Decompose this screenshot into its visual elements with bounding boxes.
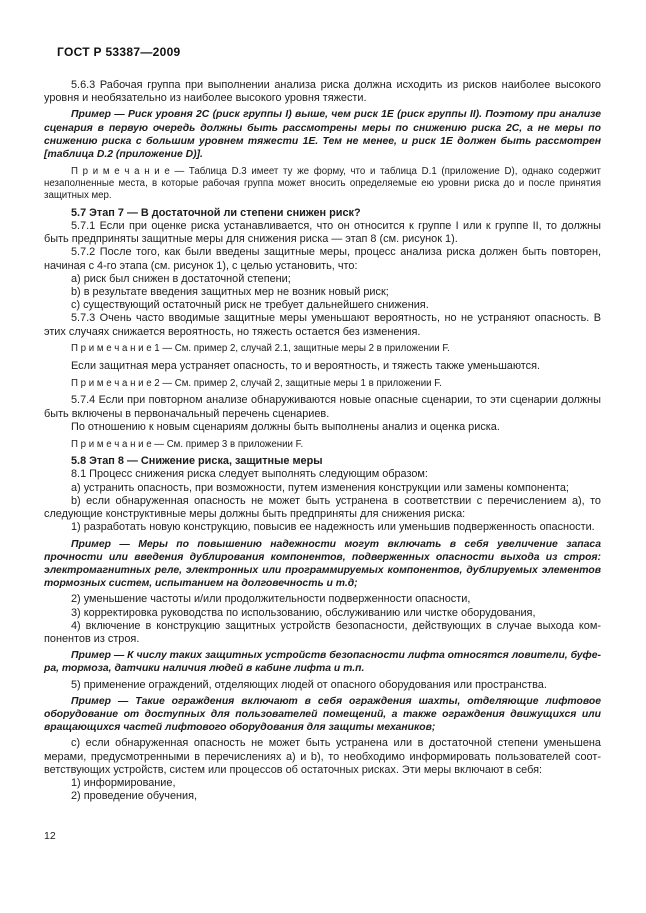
note-table-d3: П р и м е ч а н и е — Таблица D.3 имеет ту же форму, что и таблица D.1 (приложение D), однако содержит незаполненные места, в которые рабочая группа может вносить определяемые ею уровни риска до и после принятия защитных мер. (44, 165, 601, 202)
list-item-c-inform-users: c) если обнаруженная опасность не может быть устранена или в достаточной степени уменьшена мерами, предусмотренными в перечислениях a) и b), то необходимо информировать пользователей соответствующих устройств, систем или процессов об остаточных рисках. Эти меры включают в себя: (44, 737, 601, 776)
list-item-1-informing: 1) информирование, (71, 776, 176, 789)
list-item-b-design-measures: b) если обнаруженная опасность не может быть устранена в соответствии с перечислением a), то следующие конструктивные меры должны быть предприняты для снижения риска: (44, 494, 601, 521)
example-shaft-guards: Пример — Такие ограждения включают в себя ограждения шахты, отделяющие лифтовое оборудование от доступных для пользователей помещений, а также ограждения движущихся или вращающихся частей лифтового оборудования для защиты механиков; (44, 695, 601, 734)
note-1-example-2: П р и м е ч а н и е 1 — См. пример 2, случай 2.1, защитные меры 2 в приложении F. (71, 343, 450, 355)
heading-5-7-step-7: 5.7 Этап 7 — В достаточной ли степени снижен риск? (71, 206, 361, 219)
example-risk-level: Пример — Риск уровня 2С (риск группы I) выше, чем риск 1Е (риск группы II). Поэтому при анализе сценария в первую очередь должны быть рассмотрены меры по снижению риска 2С, а не меры по снижению риска с большим уровнем тяжести 1Е. Тем не менее, и риск 1Е должен быть рассмотрен [таблица D.2 (приложение D)]. (44, 109, 601, 161)
running-header-gost-number: ГОСТ Р 53387—2009 (57, 45, 181, 59)
heading-5-8-step-8: 5.8 Этап 8 — Снижение риска, защитные меры (71, 455, 323, 468)
note-example-3: П р и м е ч а н и е — См. пример 3 в приложении F. (71, 438, 304, 450)
paragraph-5-7-2: 5.7.2 После того, как были введены защитные меры, процесс анализа риска должен быть повторен, начиная с 4-го этапа (см. рисунок 1), с целью установить, что: (44, 246, 601, 272)
list-item-a-risk-reduced: a) риск был снижен в достаточной степени; (71, 272, 291, 285)
page-number: 12 (44, 830, 56, 842)
paragraph-protective-measure: Если защитная мера устраняет опасность, то и вероятность, и тяжесть также уменьшаются. (71, 360, 541, 373)
paragraph-5-7-3: 5.7.3 Очень часто вводимые защитные меры уменьшают вероятность, но не устраняют опасность. В этих случаях снижается вероятность, но тяжесть остается без изменения. (44, 312, 601, 338)
list-item-a-eliminate: a) устранить опасность, при возможности, путем изменения конструкции или замены компонента; (71, 481, 569, 494)
paragraph-5-6-3: 5.6.3 Рабочая группа при выполнении анализа риска должна исходить из рисков наиболее высокого уровня и необязательно из наиболее высокого уровня тяжести. (44, 79, 601, 105)
paragraph-5-7-1: 5.7.1 Если при оценке риска устанавливается, что он относится к группе I или к группе II, то должны быть предприняты защитные меры для снижения риска — этап 8 (см. рисунок 1). (44, 220, 601, 246)
paragraph-new-scenarios: По отношению к новым сценариям должны быть выполнены анализ и оценка риска. (71, 420, 500, 433)
example-reliability: Пример — Меры по повышению надежности могут включать в себя увеличение запаса прочности или введения дублирования компонентов, подверженных опасности выхода из строя: электромагнитных реле, электронных или программируемых компонентов, дублируемых элементов тормозных систем, испытанием на долговечность и т.д; (44, 538, 601, 590)
list-item-2-frequency: 2) уменьшение частоты и/или продолжительности подверженности опасности, (71, 593, 471, 606)
list-item-3-manual: 3) корректировка руководства по использованию, обслуживанию или чистке оборудования, (71, 606, 536, 619)
list-item-b-no-new-risk: b) в результате введения защитных мер не возник новый риск; (71, 286, 389, 299)
list-item-1-new-design: 1) разработать новую конструкцию, повысив ее надежность или уменьшив подверженность опасности. (71, 521, 595, 534)
paragraph-8-1: 8.1 Процесс снижения риска следует выполнять следующим образом: (71, 468, 428, 481)
list-item-c-residual: c) существующий остаточный риск не требует дальнейшего снижения. (71, 299, 429, 312)
list-item-5-guards: 5) применение ограждений, отделяющих людей от опасного оборудования или пространства. (71, 678, 547, 691)
document-body (44, 79, 601, 803)
paragraph-5-7-4: 5.7.4 Если при повторном анализе обнаруживаются новые опасные сценарии, то эти сценарии должны быть включены в первоначальный перечень сценариев. (44, 394, 601, 420)
list-item-2-training: 2) проведение обучения, (71, 790, 198, 803)
note-2-example-2: П р и м е ч а н и е 2 — См. пример 2, случай 2, защитные меры 1 в приложении F. (71, 377, 442, 389)
example-lift-devices: Пример — К числу таких защитных устройств безопасности лифта относятся ловители, буфера, тормоза, датчики наличия людей в кабине лифта и т.п. (44, 650, 601, 675)
list-item-4-safety-devices: 4) включение в конструкцию защитных устройств безопасности, действующих в случае выхода компонентов из строя. (44, 619, 601, 645)
